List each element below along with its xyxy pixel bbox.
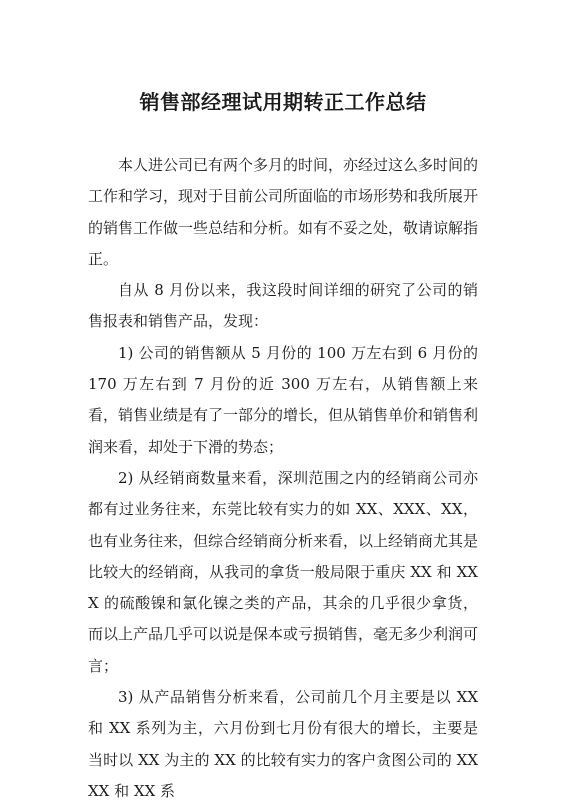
finding-2-paragraph: 2) 从经销商数量来看，深圳范围之内的经销商公司亦都有过业务往来，东莞比较有实力的如 XX、XXX、XX，也有业务往来，但综合经销商分析来看，以上经销商尤其是比较大的经销商，从我司的拿货一般局限于重庆 XX 和 XXX 的硫酸镍和氯化镍之类的产品，其余的几乎很少拿货，而以上产品几乎可以说是保本或亏损销售，毫无多少利润可言； (88, 468, 479, 675)
document-body (88, 150, 478, 807)
intro-paragraph: 本人进公司已有两个多月的时间，亦经过这么多时间的工作和学习，现对于目前公司所面临的市场形势和我所展开的销售工作做一些总结和分析。如有不妥之处，敬请谅解指正。 (88, 156, 479, 268)
finding-1-paragraph: 1) 公司的销售额从 5 月份的 100 万左右到 6 月份的 170 万左右到 7 月份的近 300 万左右，从销售额上来看，销售业绩是有了一部分的增长，但从销售单价和销售利润来看，却处于下滑的势态； (88, 343, 479, 456)
findings-intro-paragraph: 自从 8 月份以来，我这段时间详细的研究了公司的销售报表和销售产品，发现： (88, 281, 478, 331)
finding-3-paragraph: 3) 从产品销售分析来看，公司前几个月主要是以 XX 和 XX 系列为主，六月份到七月份有很大的增长，主要是当时以 XX 为主的 XX 的比较有实力的客户贪图公司的 XXXX 和 XX 系 (88, 688, 478, 800)
document-title: 销售部经理试用期转正工作总结 (139, 90, 427, 114)
